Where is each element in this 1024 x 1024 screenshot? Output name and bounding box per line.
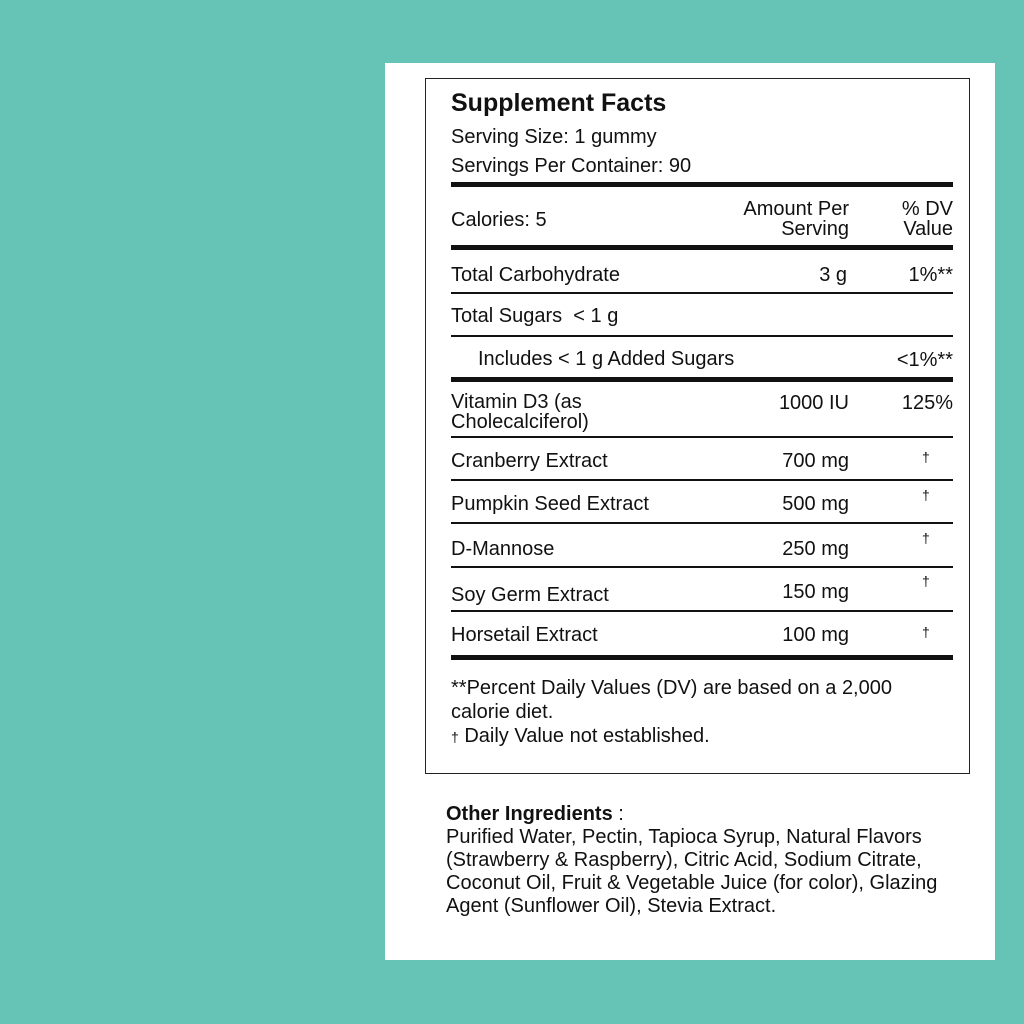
nutrient-name: Cranberry Extract <box>451 450 608 472</box>
nutrient-name: Pumpkin Seed Extract <box>451 493 649 515</box>
nutrient-amount: 700 mg <box>782 450 849 472</box>
nutrient-amount: 3 g <box>819 264 847 286</box>
footnote-dv: **Percent Daily Values (DV) are based on a 2,000 <box>451 677 892 699</box>
row-divider <box>451 292 953 294</box>
dagger-mark: † <box>922 530 930 546</box>
row-divider <box>451 479 953 481</box>
ingredients-list: Purified Water, Pectin, Tapioca Syrup, Natural Flavors (Strawberry & Raspberry), Citric Acid, Sodium Citrate, Coconut Oil, Fruit & Vegetable Juice (for color), Glazing Agent (Sunflower Oil), Stevia Extract. <box>446 826 938 917</box>
nutrient-amount: 500 mg <box>782 493 849 515</box>
nutrient-name: Soy Germ Extract <box>451 584 609 606</box>
nutrient-amount: 250 mg <box>782 538 849 560</box>
nutrient-dv: 1%** <box>908 264 953 286</box>
thick-divider <box>451 655 953 660</box>
calories: Calories: 5 <box>451 209 547 231</box>
nutrient-dv: 125% <box>901 392 953 414</box>
nutrient-name-line2: Cholecalciferol) <box>451 411 589 433</box>
amount-per-serving-header <box>706 199 849 239</box>
dagger-mark: † <box>922 449 930 465</box>
dagger-mark: † <box>922 573 930 589</box>
nutrient-amount: 100 mg <box>782 624 849 646</box>
nutrient-name: Total Sugars < 1 g <box>451 305 619 327</box>
servings-per-container: Servings Per Container: 90 <box>451 155 692 177</box>
dv-header-line1: % DV <box>901 198 953 220</box>
dagger-mark: † <box>922 624 930 640</box>
thick-divider <box>451 182 953 187</box>
nutrient-name: D-Mannose <box>451 538 555 560</box>
nutrient-name: Includes < 1 g Added Sugars <box>478 348 735 370</box>
ingredients-separator: : <box>612 803 624 825</box>
supplement-facts-panel <box>425 78 970 774</box>
row-divider <box>451 335 953 337</box>
dagger-mark: † <box>451 729 459 745</box>
nutrient-name: Total Carbohydrate <box>451 264 620 286</box>
serving-size: Serving Size: 1 gummy <box>451 126 657 148</box>
row-divider <box>451 436 953 438</box>
footnote-dagger-text: Daily Value not established. <box>458 725 710 747</box>
row-divider <box>451 566 953 568</box>
nutrient-dv: <1%** <box>896 349 953 371</box>
panel-title: Supplement Facts <box>451 89 667 117</box>
amount-header-line2: Serving <box>781 218 849 240</box>
nutrient-amount: 150 mg <box>782 581 849 603</box>
other-ingredients <box>446 803 966 918</box>
dagger-mark: † <box>922 487 930 503</box>
footnote-dagger <box>451 725 710 748</box>
thick-divider <box>451 377 953 382</box>
dv-header <box>876 199 953 239</box>
footnote-dv-continued: calorie diet. <box>451 701 554 723</box>
nutrient-amount: 1000 IU <box>778 392 849 414</box>
row-divider <box>451 522 953 524</box>
nutrient-name <box>451 392 589 432</box>
dv-header-line2: Value <box>903 218 953 240</box>
thick-divider <box>451 245 953 250</box>
nutrient-name-line1: Vitamin D3 (as <box>451 391 582 413</box>
label-card <box>385 63 995 960</box>
amount-header-line1: Amount Per <box>743 198 849 220</box>
ingredients-heading: Other Ingredients <box>446 803 613 825</box>
nutrient-name: Horsetail Extract <box>451 624 598 646</box>
row-divider <box>451 610 953 612</box>
